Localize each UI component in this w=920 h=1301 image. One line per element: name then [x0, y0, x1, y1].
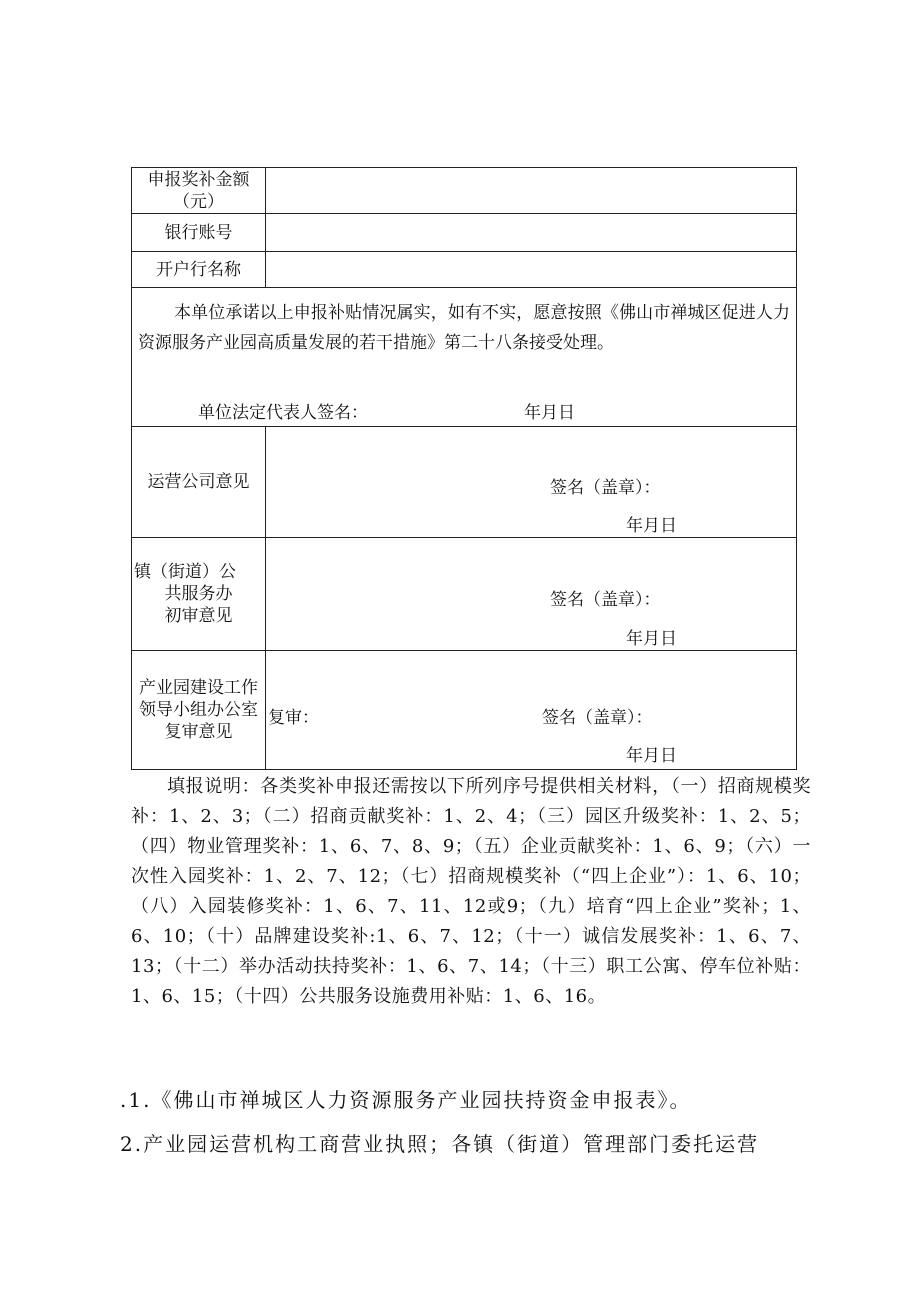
town-label-line-3: 初审意见	[164, 606, 233, 626]
town-label-line-2: 共服务办	[164, 584, 233, 604]
park-signature: 签名（盖章）：	[542, 708, 653, 728]
application-form-table	[131, 167, 797, 770]
bank-account-value-cell[interactable]	[266, 214, 797, 252]
filling-instructions	[131, 772, 811, 1012]
town-label-line-1: 镇（街道）公	[134, 562, 236, 582]
town-signature: 签名（盖章）：	[550, 590, 661, 610]
park-review-label	[132, 651, 266, 770]
row-bank-account	[132, 214, 797, 252]
park-label-line-3: 复审意见	[164, 722, 233, 742]
park-review-cell[interactable]	[266, 651, 797, 770]
operator-signature: 签名（盖章）：	[550, 478, 661, 498]
row-amount	[132, 168, 797, 214]
row-park-review	[132, 651, 797, 770]
park-review-prefix: 复审：	[268, 708, 319, 728]
park-label-line-1: 产业园建设工作	[139, 678, 258, 698]
legal-rep-signature-label: 单位法定代表人签名：	[198, 403, 368, 423]
row-bank-name	[132, 252, 797, 288]
bank-account-label: 银行账号	[132, 214, 266, 252]
amount-label: 申报奖补金额（元）	[132, 168, 266, 214]
operator-date: 年月日	[626, 516, 677, 536]
amount-value-cell[interactable]	[266, 168, 797, 214]
bank-name-label: 开户行名称	[132, 252, 266, 288]
row-operator-opinion	[132, 427, 797, 538]
operator-opinion-cell[interactable]	[266, 427, 797, 538]
town-opinion-cell[interactable]	[266, 538, 797, 651]
row-pledge	[132, 288, 797, 427]
pledge-date: 年月日	[524, 403, 575, 423]
pledge-cell	[132, 288, 797, 427]
park-date: 年月日	[626, 746, 677, 766]
operator-opinion-label: 运营公司意见	[132, 427, 266, 538]
material-item-2: 2.产业园运营机构工商营业执照；各镇（街道）管理部门委托运营	[120, 1132, 760, 1156]
pledge-text: 本单位承诺以上申报补贴情况属实，如有不实，愿意按照《佛山市禅城区促进人力资源服务产业园高质量发展的若干措施》第二十八条接受处理。	[138, 303, 790, 353]
town-opinion-label	[132, 538, 266, 651]
park-label-line-2: 领导小组办公室	[139, 700, 258, 720]
row-town-opinion	[132, 538, 797, 651]
town-date: 年月日	[626, 629, 677, 649]
instructions-text: 填报说明：各类奖补申报还需按以下所列序号提供相关材料，（一）招商规模奖补：1、2、3；（二）招商贡献奖补：1、2、4；（三）园区升级奖补：1、2、5；（四）物业管理奖补：1、6、7、8、9；（五）企业贡献奖补：1、6、9；（六）一次性入园奖补：1、2、7、12；（七）招商规模奖补（“四上企业”）：1、6、10；（八）入园装修奖补：1、6、7、11、12或9；（九）培育“四上企业”奖补；1、6、10；（十）品牌建设奖补:1、6、7、12；（十一）诚信发展奖补：1、6、7、13；（十二）举办活动扶持奖补：1、6、7、14；（十三）职工公寓、停车位补贴：1、6、15；（十四）公共服务设施费用补贴：1、6、16。	[131, 776, 811, 1007]
material-item-1: .1.《佛山市禅城区人力资源服务产业园扶持资金申报表》。	[120, 1088, 692, 1112]
bank-name-value-cell[interactable]	[266, 252, 797, 288]
